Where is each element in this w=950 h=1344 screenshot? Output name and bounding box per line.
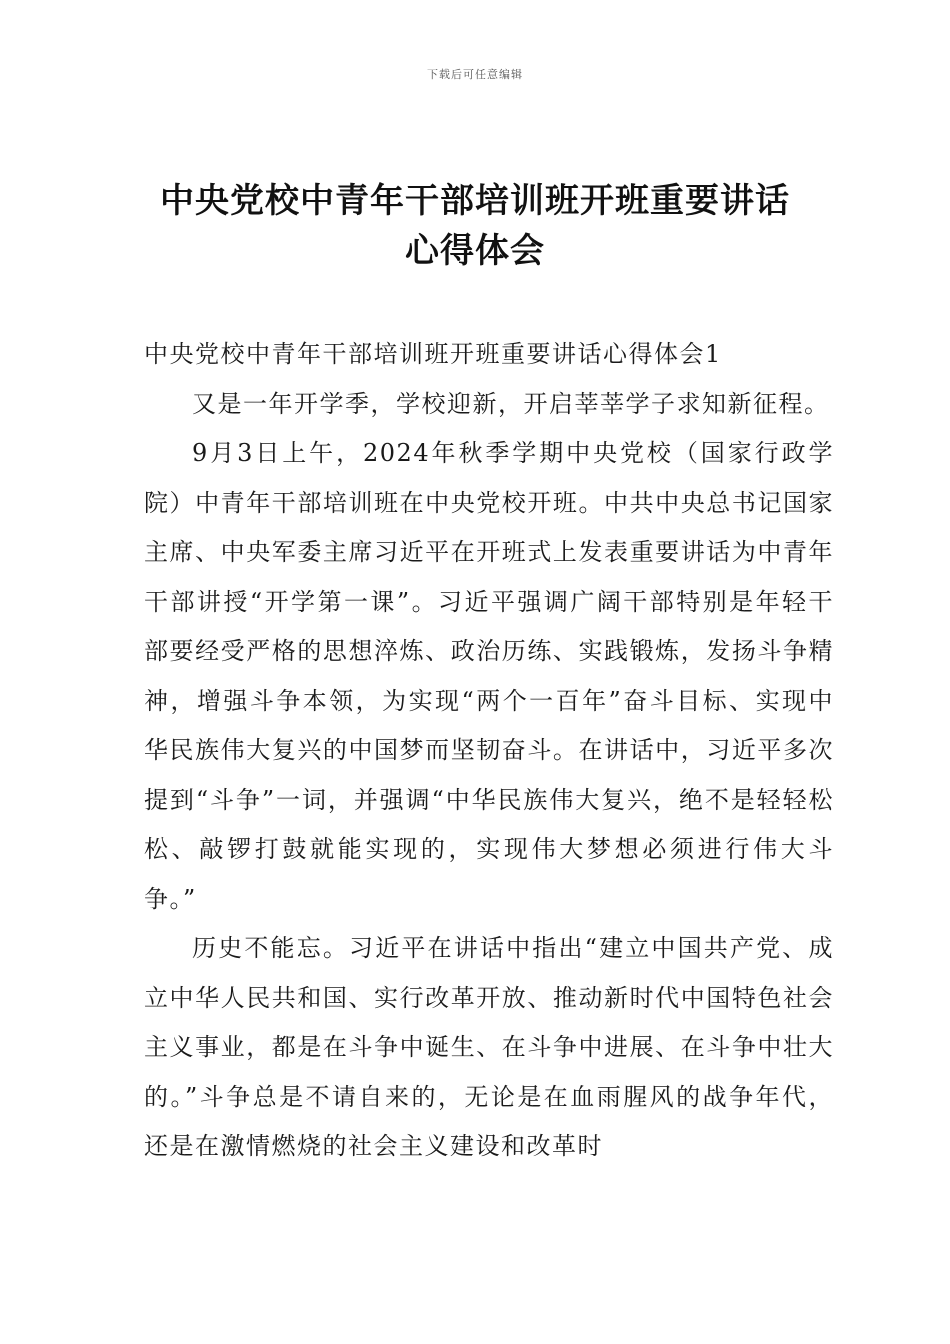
paragraph-3: 历史不能忘。习近平在讲话中指出“建立中国共产党、成立中华人民共和国、实行改革开放、推动新时代中国特色社会主义事业，都是在斗争中诞生、在斗争中进展、在斗争中壮大的。”斗争总是不请自来的，无论是在血雨腥风的战争年代，还是在激情燃烧的社会主义建设和改革时: [144, 934, 834, 1160]
document-body: [144, 330, 834, 1172]
document-title-line-1: 中央党校中青年干部培训班开班重要讲话: [160, 181, 790, 221]
paragraph-2: 9月3日上午，2024年秋季学期中央党校（国家行政学院）中青年干部培训班在中央党校开班。中共中央总书记国家主席、中央军委主席习近平在开班式上发表重要讲话为中青年干部讲授“开学第一课”。习近平强调广阔干部特别是年轻干部要经受严格的思想淬炼、政治历练、实践锻炼，发扬斗争精神，增强斗争本领，为实现“两个一百年”奋斗目标、实现中华民族伟大复兴的中国梦而坚韧奋斗。在讲话中，习近平多次提到“斗争”一词，并强调“中华民族伟大复兴，绝不是轻轻松松、敲锣打鼓就能实现的，实现伟大梦想必须进行伟大斗争。”: [144, 439, 834, 913]
document-title: [120, 176, 830, 276]
paragraph-1: 又是一年开学季，学校迎新，开启莘莘学子求知新征程。: [192, 389, 830, 418]
page-header-note: 下载后可任意编辑: [427, 68, 523, 81]
section-heading: 中央党校中青年干部培训班开班重要讲话心得体会1: [144, 340, 722, 368]
document-title-line-2: 心得体会: [405, 231, 545, 271]
